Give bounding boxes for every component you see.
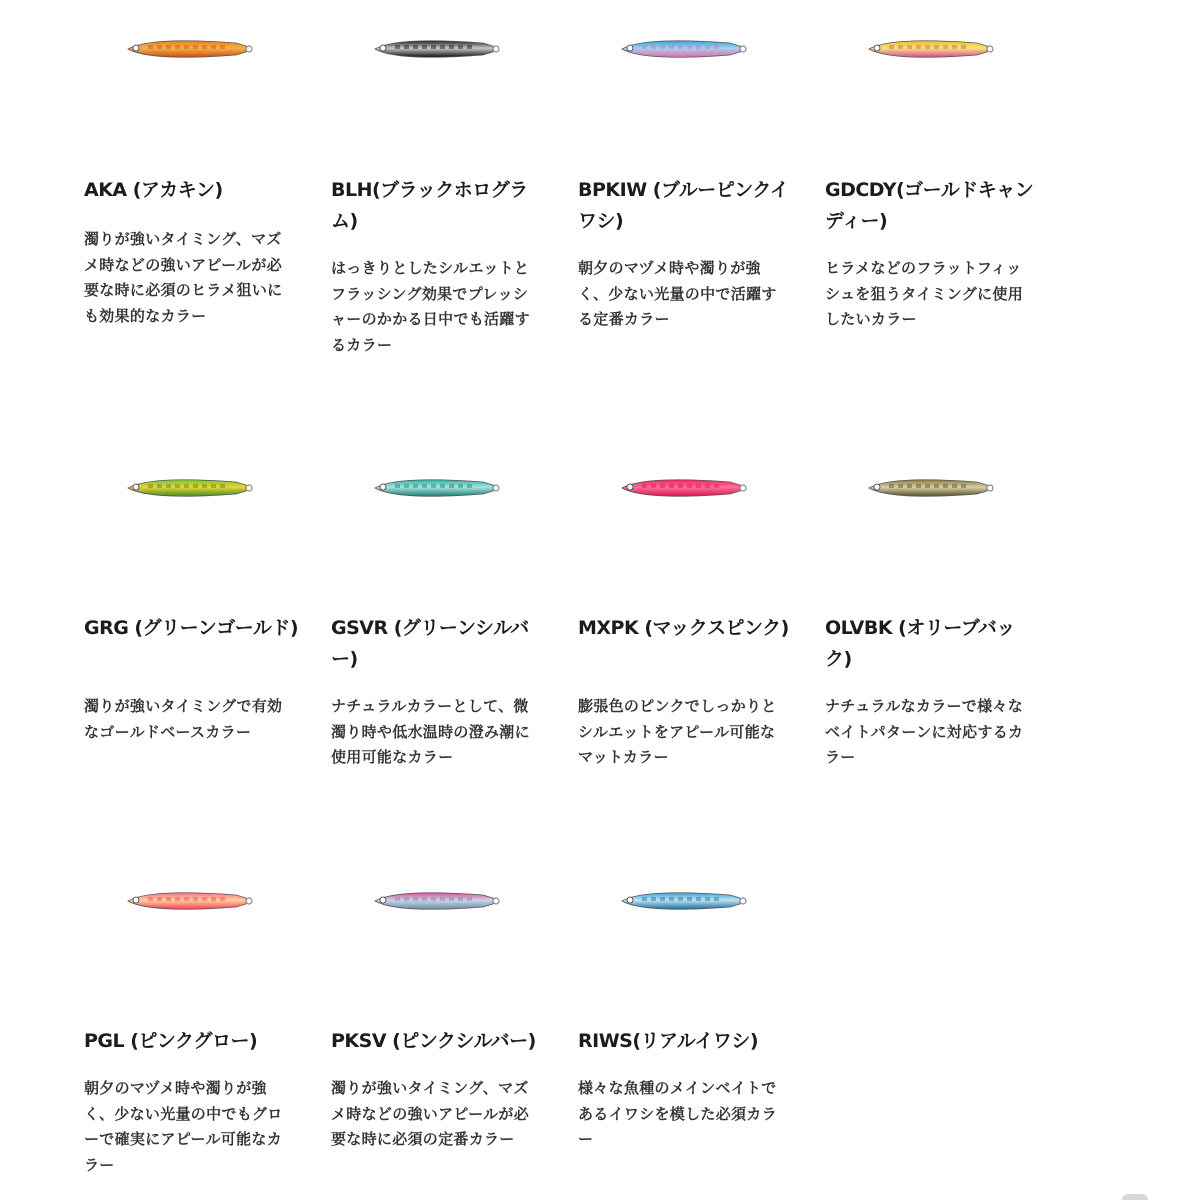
lure-scale-mark (696, 45, 701, 49)
lure-scale-mark (202, 897, 207, 901)
lure-scale-mark (166, 897, 171, 901)
lure-scale-mark (157, 897, 162, 901)
lure-scale-mark (669, 897, 674, 901)
lure-scale-mark (678, 897, 683, 901)
lure-graphic (371, 34, 501, 64)
lure-scale-mark (184, 484, 189, 488)
lure-scale-mark (413, 484, 418, 488)
lure-scale-mark (669, 45, 674, 49)
color-description: 朝夕のマヅメ時や濁りが強く、少ない光量の中で活躍する定番カラー (578, 259, 777, 328)
lure-graphic (618, 34, 748, 64)
color-name: RIWS(リアルイワシ) (578, 1030, 758, 1052)
lure-ring (246, 898, 252, 904)
lure-eye (627, 45, 633, 51)
lure-scale-mark (148, 45, 153, 49)
lure-scale-mark (193, 897, 198, 901)
color-name: PGL (ピンクグロー) (84, 1030, 258, 1052)
lure-graphic (618, 886, 748, 916)
lure-graphic (865, 34, 995, 64)
lure-image-mxpk (618, 473, 833, 503)
lure-scale-mark (395, 484, 400, 488)
color-description: 濁りが強いタイミング、マズメ時などの強いアピールが必要な時に必須のヒラメ狙いにも効果的なカラー (84, 230, 283, 325)
lure-scale-mark (925, 484, 930, 488)
lure-eye (380, 45, 386, 51)
color-description: 膨張色のピンクでしっかりとシルエットをアピール可能なマットカラー (578, 697, 777, 766)
lure-image-gdcdy (865, 34, 1080, 64)
lure-scale-mark (898, 45, 903, 49)
lure-eye (133, 45, 139, 51)
lure-scale-mark (175, 897, 180, 901)
lure-scale-mark (660, 897, 665, 901)
lure-scale-mark (925, 45, 930, 49)
lure-scale-mark (943, 45, 948, 49)
lure-ring (740, 46, 746, 52)
lure-scale-mark (916, 484, 921, 488)
lure-scale-mark (202, 484, 207, 488)
lure-scale-mark (431, 897, 436, 901)
lure-scale-mark (458, 484, 463, 488)
lure-scale-mark (943, 484, 948, 488)
color-description: ナチュラルカラーとして、微濁り時や低水温時の澄み潮に使用可能なカラー (331, 697, 530, 766)
lure-scale-mark (705, 897, 710, 901)
lure-scale-mark (202, 45, 207, 49)
lure-scale-mark (175, 484, 180, 488)
color-name: BPKIW (ブルーピンクイワシ) (578, 179, 789, 232)
color-name: GSVR (グリーンシルバー) (331, 617, 529, 670)
color-name: OLVBK (オリーブバック) (825, 617, 1015, 670)
lure-graphic (124, 34, 254, 64)
lure-scale-mark (660, 484, 665, 488)
lure-scale-mark (678, 45, 683, 49)
color-description: 濁りが強いタイミングで有効なゴールドベースカラー (84, 697, 283, 741)
lure-scale-mark (449, 484, 454, 488)
lure-scale-mark (458, 45, 463, 49)
lure-eye (874, 45, 880, 51)
lure-scale-mark (467, 897, 472, 901)
lure-scale-mark (696, 484, 701, 488)
lure-eye (627, 897, 633, 903)
lure-scale-mark (440, 45, 445, 49)
color-description: ナチュラルなカラーで様々なベイトパターンに対応するカラー (825, 697, 1024, 766)
lure-scale-mark (714, 897, 719, 901)
lure-ring (493, 485, 499, 491)
lure-scale-mark (220, 45, 225, 49)
lure-scale-mark (413, 45, 418, 49)
lure-scale-mark (175, 45, 180, 49)
lure-scale-mark (193, 484, 198, 488)
lure-scale-mark (422, 897, 427, 901)
lure-graphic (124, 473, 254, 503)
lure-image-grg (124, 473, 339, 503)
color-description: 濁りが強いタイミング、マズメ時などの強いアピールが必要な時に必須の定番カラー (331, 1079, 530, 1148)
lure-image-gsvr (371, 473, 586, 503)
lure-graphic (124, 886, 254, 916)
lure-scale-mark (404, 45, 409, 49)
lure-scale-mark (961, 484, 966, 488)
lure-scale-mark (678, 484, 683, 488)
color-name: GRG (グリーンゴールド) (84, 617, 299, 639)
lure-scale-mark (714, 484, 719, 488)
lure-scale-mark (651, 897, 656, 901)
lure-scale-mark (642, 45, 647, 49)
lure-ring (987, 46, 993, 52)
lure-scale-mark (211, 484, 216, 488)
lure-scale-mark (916, 45, 921, 49)
lure-ring (493, 898, 499, 904)
lure-scale-mark (148, 484, 153, 488)
lure-ring (246, 485, 252, 491)
color-name: GDCDY(ゴールドキャンディー) (825, 179, 1034, 232)
lure-scale-mark (184, 897, 189, 901)
lure-scale-mark (449, 45, 454, 49)
lure-scale-mark (687, 897, 692, 901)
lure-scale-mark (467, 45, 472, 49)
lure-scale-mark (952, 45, 957, 49)
lure-scale-mark (166, 45, 171, 49)
lure-scale-mark (220, 897, 225, 901)
color-name: AKA (アカキン) (84, 179, 223, 201)
lure-scale-mark (211, 45, 216, 49)
color-description: ヒラメなどのフラットフィッシュを狙うタイミングに使用したいカラー (825, 259, 1024, 328)
lure-image-olvbk (865, 473, 1080, 503)
color-description: 朝夕のマヅメ時や濁りが強く、少ない光量の中でもグローで確実にアピール可能なカラー (84, 1079, 283, 1174)
lure-scale-mark (889, 45, 894, 49)
lure-scale-mark (166, 484, 171, 488)
lure-ring (987, 485, 993, 491)
lure-scale-mark (952, 484, 957, 488)
corner-mark (1122, 1194, 1148, 1200)
lure-scale-mark (395, 45, 400, 49)
lure-scale-mark (184, 45, 189, 49)
lure-image-riws (618, 886, 833, 916)
lure-eye (133, 897, 139, 903)
lure-scale-mark (157, 484, 162, 488)
lure-scale-mark (458, 897, 463, 901)
lure-scale-mark (961, 45, 966, 49)
lure-scale-mark (422, 484, 427, 488)
lure-scale-mark (440, 484, 445, 488)
lure-scale-mark (431, 45, 436, 49)
color-name: BLH(ブラックホログラム) (331, 179, 528, 232)
lure-scale-mark (220, 484, 225, 488)
lure-scale-mark (907, 484, 912, 488)
lure-image-pgl (124, 886, 339, 916)
lure-eye (874, 484, 880, 490)
lure-scale-mark (934, 45, 939, 49)
lure-scale-mark (687, 484, 692, 488)
lure-scale-mark (211, 897, 216, 901)
lure-scale-mark (898, 484, 903, 488)
lure-ring (246, 46, 252, 52)
lure-eye (380, 484, 386, 490)
lure-ring (740, 485, 746, 491)
lure-graphic (618, 473, 748, 503)
lure-scale-mark (651, 45, 656, 49)
color-name: MXPK (マックスピンク) (578, 617, 789, 639)
lure-scale-mark (934, 484, 939, 488)
lure-scale-mark (157, 45, 162, 49)
lure-scale-mark (889, 484, 894, 488)
lure-scale-mark (714, 45, 719, 49)
lure-scale-mark (687, 45, 692, 49)
lure-scale-mark (642, 897, 647, 901)
lure-image-pksv (371, 886, 586, 916)
lure-scale-mark (669, 484, 674, 488)
lure-scale-mark (193, 45, 198, 49)
color-description: はっきりとしたシルエットとフラッシング効果でプレッシャーのかかる日中でも活躍するカラー (331, 259, 530, 354)
lure-scale-mark (660, 45, 665, 49)
lure-scale-mark (467, 484, 472, 488)
lure-scale-mark (907, 45, 912, 49)
lure-eye (133, 484, 139, 490)
lure-scale-mark (440, 897, 445, 901)
color-description: 様々な魚種のメインベイトであるイワシを模した必須カラー (578, 1079, 777, 1148)
lure-scale-mark (148, 897, 153, 901)
color-name: PKSV (ピンクシルバー) (331, 1030, 536, 1052)
lure-scale-mark (642, 484, 647, 488)
lure-eye (380, 897, 386, 903)
lure-graphic (371, 473, 501, 503)
lure-image-aka (124, 34, 339, 64)
lure-scale-mark (422, 45, 427, 49)
lure-scale-mark (404, 484, 409, 488)
lure-scale-mark (651, 484, 656, 488)
lure-scale-mark (404, 897, 409, 901)
lure-scale-mark (705, 484, 710, 488)
lure-scale-mark (413, 897, 418, 901)
lure-ring (493, 46, 499, 52)
lure-graphic (865, 473, 995, 503)
lure-scale-mark (696, 897, 701, 901)
lure-scale-mark (705, 45, 710, 49)
lure-image-bpkiw (618, 34, 833, 64)
lure-scale-mark (449, 897, 454, 901)
lure-ring (740, 898, 746, 904)
lure-graphic (371, 886, 501, 916)
lure-image-blh (371, 34, 586, 64)
lure-scale-mark (395, 897, 400, 901)
lure-eye (627, 484, 633, 490)
lure-scale-mark (431, 484, 436, 488)
